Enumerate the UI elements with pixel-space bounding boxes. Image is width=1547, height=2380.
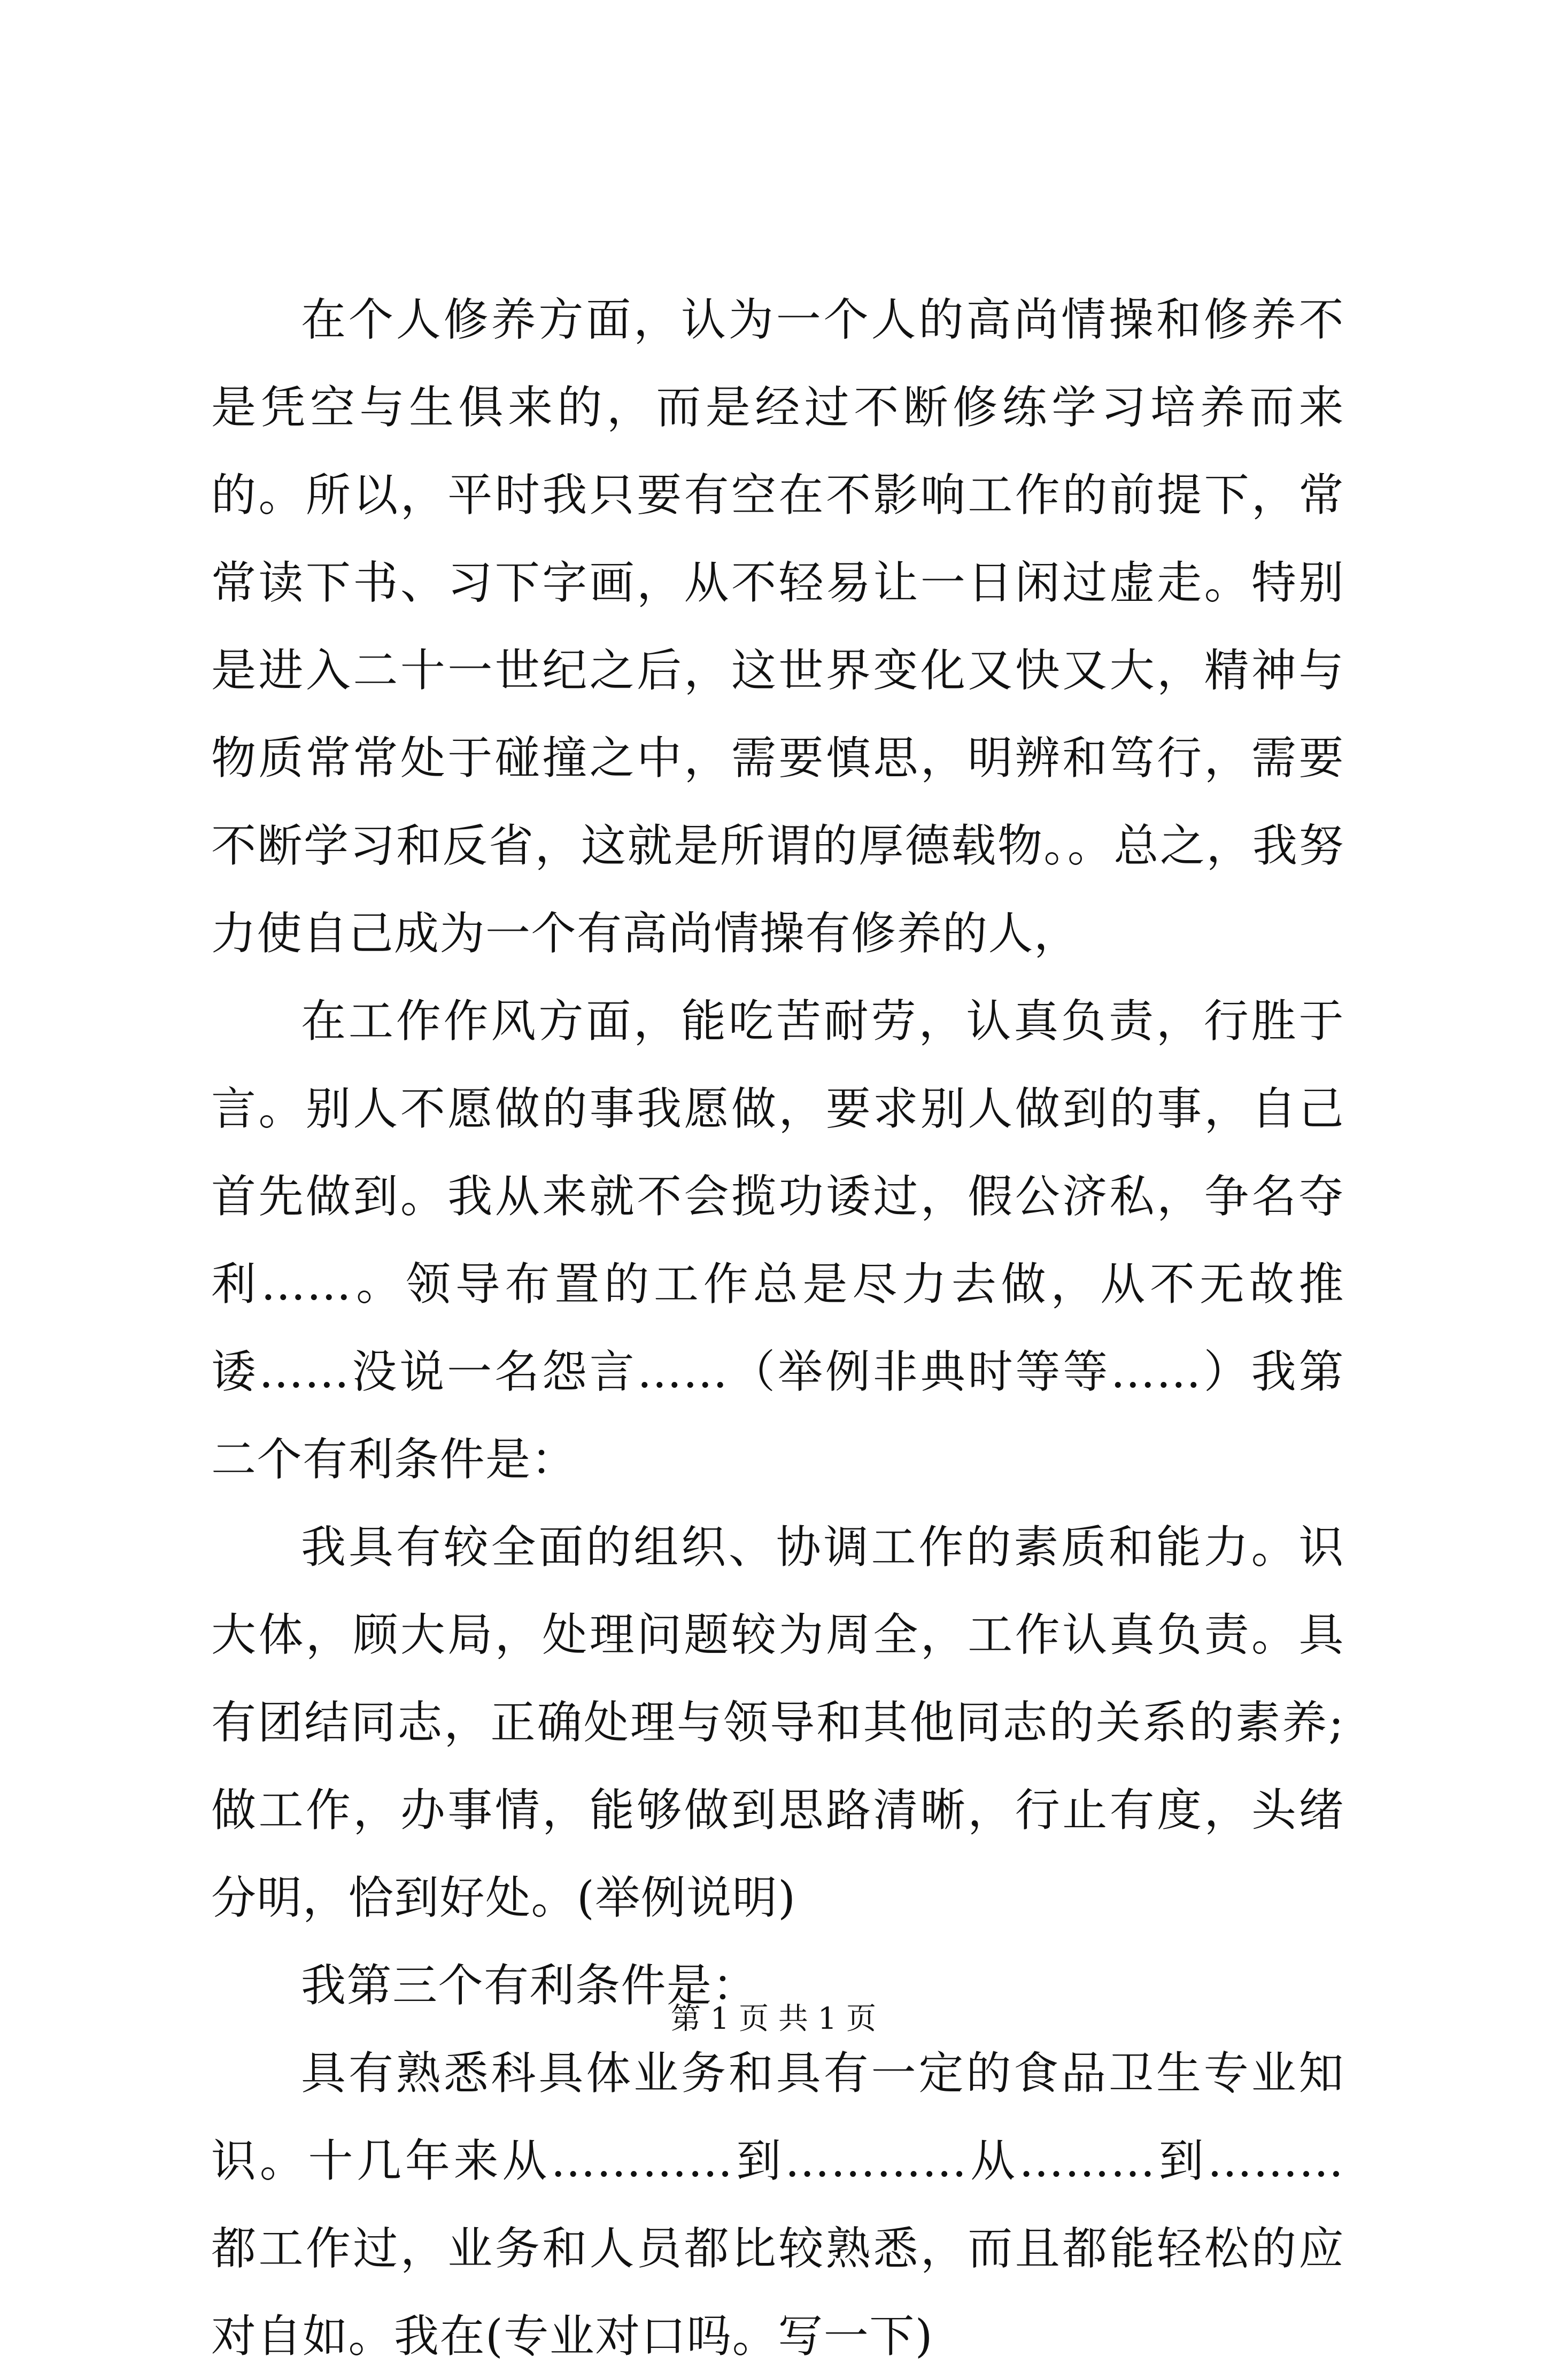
- paragraph-personal-cultivation: 在个人修养方面，认为一个人的高尚情操和修养不是凭空与生俱来的，而是经过不断修练学习培养而来的。所以，平时我只要有空在不影响工作的前提下，常常读下书、习下字画，从不轻易让一日闲过虚走。特别是进入二十一世纪之后，这世界变化又快又大，精神与物质常常处于碰撞之中，需要慎思，明辨和笃行，需要不断学习和反省，这就是所谓的厚德载物。。总之，我努力使自己成为一个有高尚情操有修养的人，: [211, 293, 1344, 960]
- paragraph-organization-ability: 我具有较全面的组织、协调工作的素质和能力。识大体，顾大局，处理问题较为周全，工作认真负责。具有团结同志，正确处理与领导和其他同志的关系的素养;做工作，办事情，能够做到思路清晰，行止有度，头绪分明，恰到好处。(举例说明): [211, 1521, 1344, 1924]
- document-body: [211, 276, 1344, 2380]
- paragraph-third-condition-heading: 我第三个有利条件是：: [301, 1959, 759, 2012]
- page-number: 第 1 页 共 1 页: [670, 2002, 877, 2036]
- paragraph-professional-knowledge: 具有熟悉科具体业务和具有一定的食品卫生专业知识。十几年来从…………到…………从………到………都工作过，业务和人员都比较熟悉，而且都能轻松的应对自如。我在(专业对口吗。写一下): [211, 2047, 1344, 2362]
- paragraph-work-style: 在工作作风方面，能吃苦耐劳，认真负责，行胜于言。别人不愿做的事我愿做，要求别人做到的事，自己首先做到。我从来就不会揽功诿过，假公济私，争名夺利……。领导布置的工作总是尽力去做，从不无故推诿……没说一名怨言……（举例非典时等等……）我第二个有利条件是：: [211, 995, 1344, 1486]
